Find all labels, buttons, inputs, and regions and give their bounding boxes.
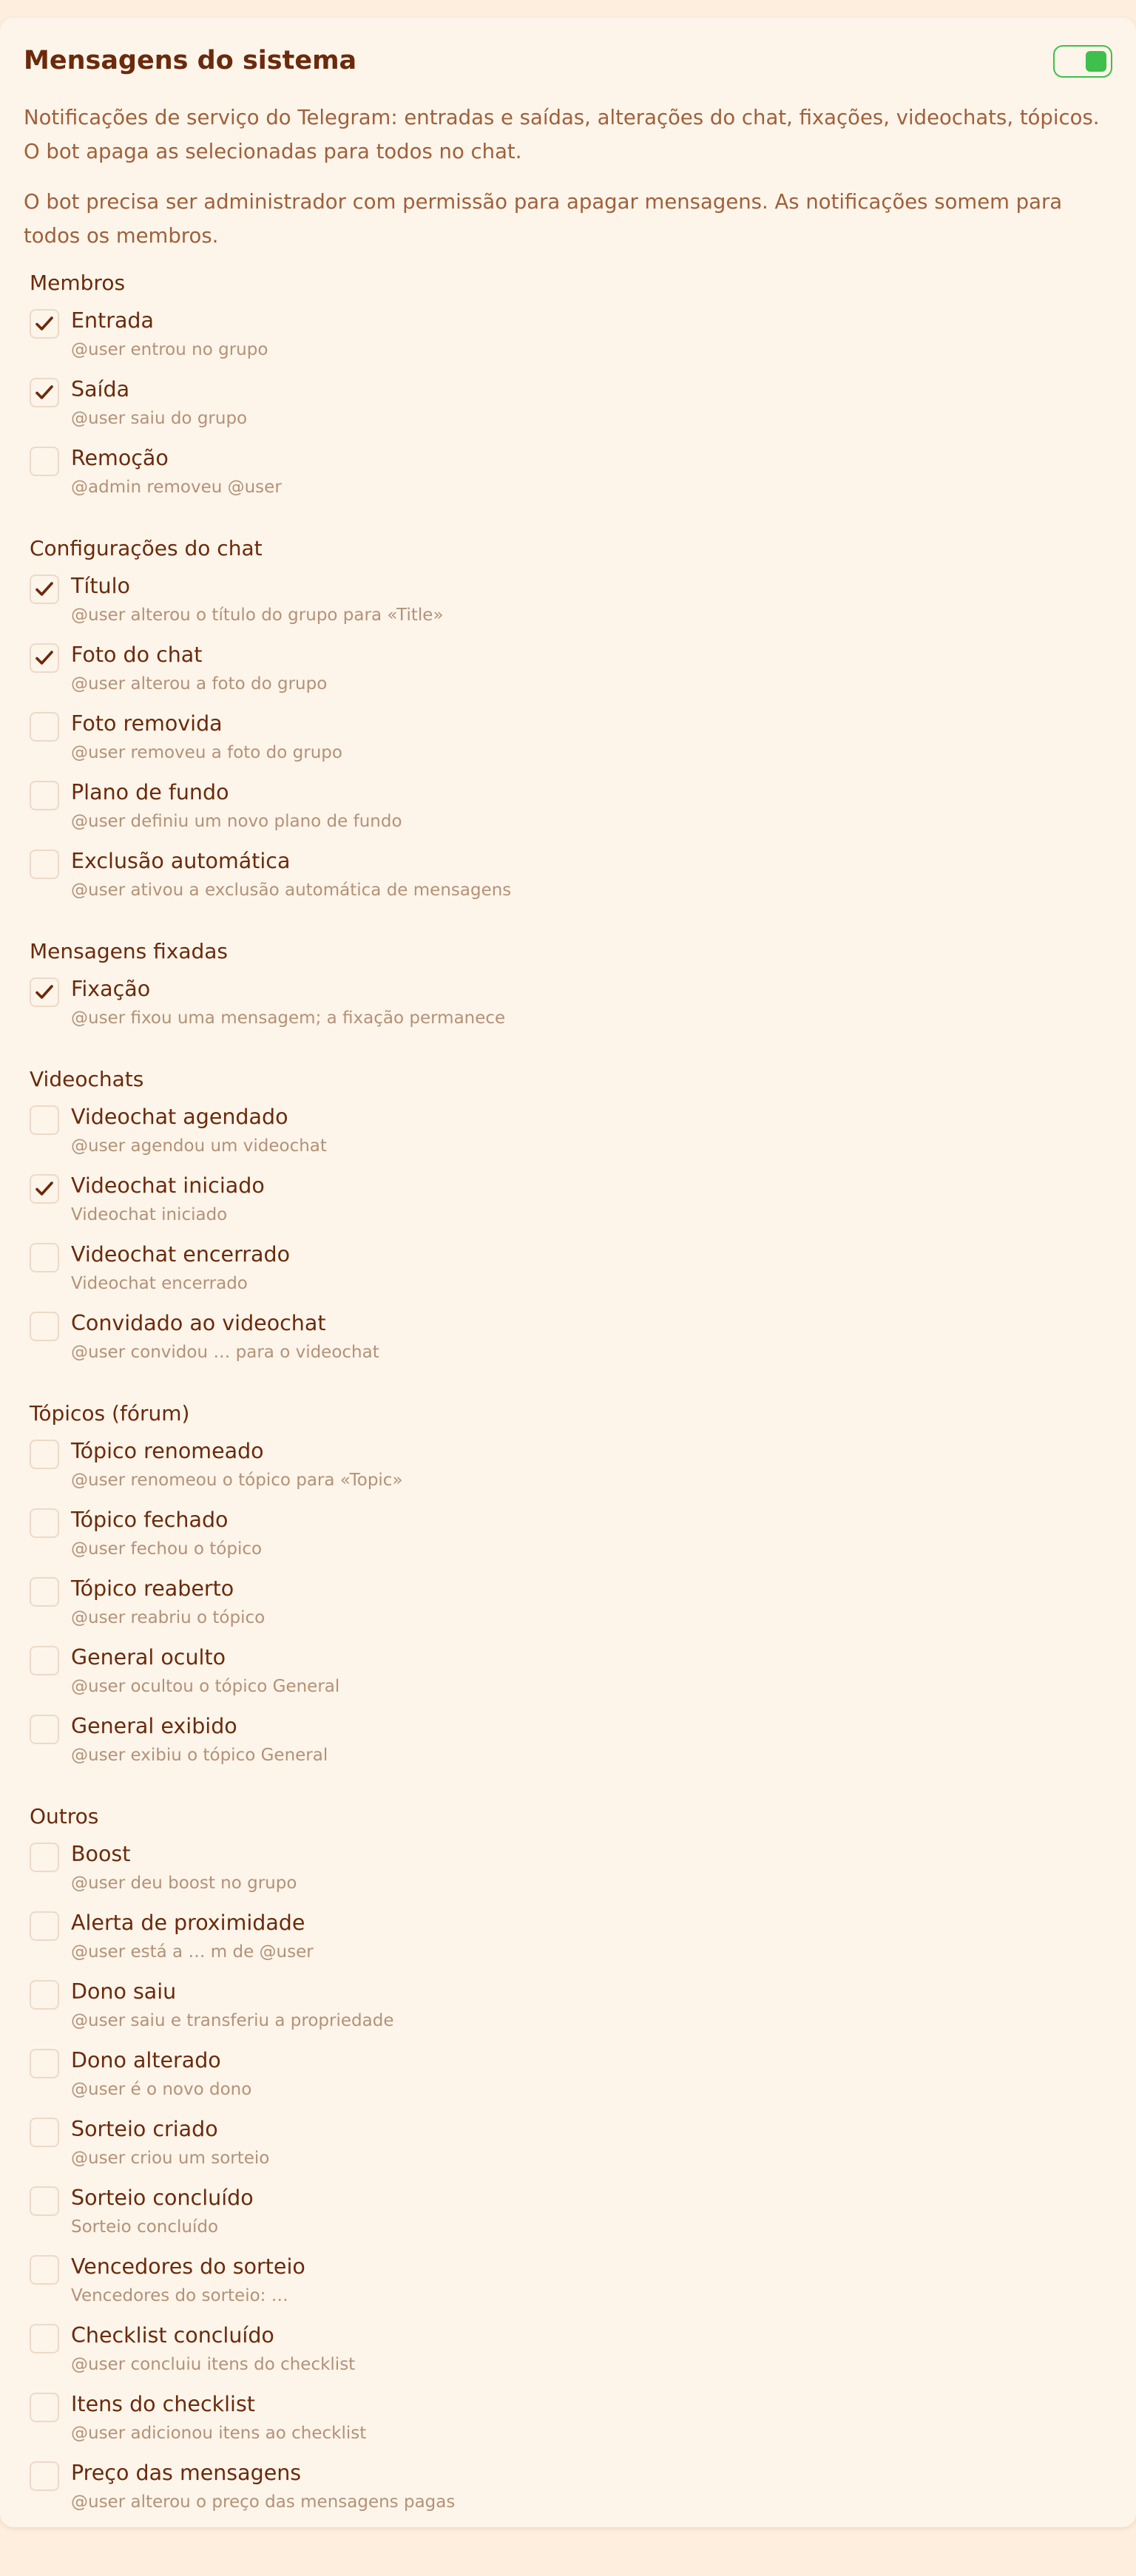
section-title: Mensagens fixadas — [30, 939, 228, 963]
item-description: Sorteio concluído — [71, 2217, 219, 2237]
section-items — [24, 1431, 1112, 1775]
message-type-item[interactable] — [24, 438, 1112, 506]
item-description: @user exibiu o tópico General — [71, 1746, 328, 1765]
checkbox[interactable] — [30, 1174, 59, 1204]
item-label: Alerta de proximidade — [71, 1911, 305, 1935]
settings-card — [0, 18, 1136, 2527]
checkmark-icon — [36, 384, 53, 401]
message-type-item[interactable] — [24, 2109, 1112, 2177]
item-label: Preço das mensagens — [71, 2461, 302, 2485]
checkbox[interactable] — [30, 378, 59, 407]
section-items — [24, 969, 1112, 1037]
item-description: @user deu boost no grupo — [71, 1874, 297, 1893]
checkbox[interactable] — [30, 574, 59, 604]
item-label: Dono alterado — [71, 2048, 221, 2072]
item-description: @user fixou uma mensagem; a fixação permanece — [71, 1009, 506, 1028]
checkbox[interactable] — [30, 850, 59, 879]
message-type-item[interactable] — [24, 2453, 1112, 2521]
checkbox[interactable] — [30, 2049, 59, 2078]
item-label: Videochat agendado — [71, 1105, 288, 1129]
item-description: @user fechou o tópico — [71, 1539, 263, 1559]
settings-section — [24, 532, 1112, 909]
checkbox[interactable] — [30, 712, 59, 742]
section-items — [24, 1834, 1112, 2521]
checkbox[interactable] — [30, 1312, 59, 1341]
section-items — [24, 1097, 1112, 1372]
message-type-item[interactable] — [24, 1431, 1112, 1499]
message-type-item[interactable] — [24, 1568, 1112, 1637]
item-label: Checklist concluído — [71, 2323, 274, 2348]
item-description: @admin removeu @user — [71, 478, 282, 497]
item-label: Boost — [71, 1842, 131, 1866]
checkmark-icon — [36, 1181, 53, 1197]
item-description: Videochat iniciado — [71, 1205, 228, 1224]
checkbox[interactable] — [30, 2461, 59, 2491]
message-type-item[interactable] — [24, 841, 1112, 909]
message-type-item[interactable] — [24, 1165, 1112, 1234]
message-type-item[interactable] — [24, 1097, 1112, 1165]
item-description: @user definiu um novo plano de fundo — [71, 812, 402, 831]
checkmark-icon — [36, 650, 53, 666]
checkbox[interactable] — [30, 2118, 59, 2147]
message-type-item[interactable] — [24, 1971, 1112, 2040]
item-description: @user concluiu itens do checklist — [71, 2355, 356, 2374]
item-description: Videochat encerrado — [71, 1274, 248, 1293]
item-description: @user alterou a foto do grupo — [71, 674, 328, 694]
checkbox[interactable] — [30, 1440, 59, 1469]
checkbox[interactable] — [30, 1715, 59, 1744]
item-description: @user saiu e transferiu a propriedade — [71, 2011, 394, 2030]
message-type-item[interactable] — [24, 2177, 1112, 2246]
message-type-item[interactable] — [24, 1637, 1112, 1706]
message-type-item[interactable] — [24, 1706, 1112, 1775]
item-label: Itens do checklist — [71, 2392, 255, 2416]
item-description: @user ocultou o tópico General — [71, 1677, 340, 1696]
item-description: @user é o novo dono — [71, 2080, 252, 2099]
item-description: @user ativou a exclusão automática de mensagens — [71, 881, 512, 900]
message-type-item[interactable] — [24, 369, 1112, 438]
message-type-item[interactable] — [24, 969, 1112, 1037]
settings-section — [24, 1062, 1112, 1372]
checkmark-icon — [36, 984, 53, 1000]
item-label: Plano de fundo — [71, 780, 229, 804]
item-description: @user entrou no grupo — [71, 340, 268, 359]
section-title: Outros — [30, 1804, 99, 1828]
settings-section — [24, 1397, 1112, 1775]
item-label: General exibido — [71, 1714, 237, 1738]
checkbox[interactable] — [30, 2324, 59, 2353]
item-description: @user alterou o título do grupo para «Title» — [71, 606, 444, 625]
message-type-item[interactable] — [24, 634, 1112, 703]
section-title: Configurações do chat — [30, 536, 263, 560]
item-label: Vencedores do sorteio — [71, 2254, 305, 2279]
checkbox[interactable] — [30, 643, 59, 673]
item-label: Videochat iniciado — [71, 1173, 265, 1198]
checkbox[interactable] — [30, 1577, 59, 1607]
item-description: Vencedores do sorteio: … — [71, 2286, 288, 2305]
message-type-item[interactable] — [24, 2246, 1112, 2315]
item-label: Tópico reaberto — [71, 1576, 234, 1601]
message-type-item[interactable] — [24, 1234, 1112, 1303]
item-label: Dono saiu — [71, 1979, 177, 2004]
item-description: @user criou um sorteio — [71, 2149, 270, 2168]
item-label: Foto do chat — [71, 643, 203, 667]
checkbox[interactable] — [30, 1843, 59, 1872]
item-label: Exclusão automática — [71, 849, 291, 873]
checkbox[interactable] — [30, 781, 59, 810]
message-type-item[interactable] — [24, 2384, 1112, 2453]
settings-section — [24, 266, 1112, 506]
message-type-item[interactable] — [24, 1303, 1112, 1372]
settings-section — [24, 1800, 1112, 2521]
sections-container — [24, 266, 1112, 2521]
item-label: Videochat encerrado — [71, 1242, 291, 1267]
description-paragraph: Notificações de serviço do Telegram: entradas e saídas, alterações do chat, fixações, videochats, tópicos. O bot apaga as selecionadas para todos no chat. — [24, 106, 1100, 163]
checkbox[interactable] — [30, 2255, 59, 2285]
item-label: Título — [71, 574, 130, 598]
message-type-item[interactable] — [24, 1499, 1112, 1568]
checkmark-icon — [36, 316, 53, 332]
item-description: @user reabriu o tópico — [71, 1608, 266, 1627]
checkbox[interactable] — [30, 2186, 59, 2216]
description-paragraph: O bot precisa ser administrador com permissão para apagar mensagens. As notificações somem para todos os membros. — [24, 190, 1063, 248]
item-label: Entrada — [71, 308, 154, 333]
toggle-knob — [1086, 51, 1106, 72]
section-items — [24, 300, 1112, 506]
checkbox[interactable] — [30, 2393, 59, 2422]
item-label: Convidado ao videochat — [71, 1311, 326, 1335]
checkbox[interactable] — [30, 1105, 59, 1135]
section-title: Tópicos (fórum) — [30, 1401, 190, 1426]
item-description: @user adicionou itens ao checklist — [71, 2424, 367, 2443]
section-title: Membros — [30, 271, 126, 295]
message-type-item[interactable] — [24, 2040, 1112, 2109]
section-title: Videochats — [30, 1067, 144, 1091]
item-description: @user agendou um videochat — [71, 1136, 327, 1156]
item-description: @user convidou … para o videochat — [71, 1343, 379, 1362]
system-messages-toggle[interactable] — [1053, 45, 1112, 78]
item-description: @user removeu a foto do grupo — [71, 743, 342, 762]
checkbox[interactable] — [30, 309, 59, 339]
checkbox[interactable] — [30, 1980, 59, 2010]
message-type-item[interactable] — [24, 300, 1112, 369]
card-header — [24, 41, 1112, 86]
section-items — [24, 566, 1112, 909]
message-type-item[interactable] — [24, 772, 1112, 841]
checkbox[interactable] — [30, 977, 59, 1007]
item-label: Foto removida — [71, 711, 223, 736]
item-description: @user saiu do grupo — [71, 409, 248, 428]
item-label: Fixação — [71, 977, 151, 1001]
message-type-item[interactable] — [24, 2315, 1112, 2384]
item-label: Saída — [71, 377, 130, 401]
settings-section — [24, 935, 1112, 1037]
item-label: Sorteio criado — [71, 2117, 218, 2141]
item-label: Tópico renomeado — [71, 1439, 264, 1463]
message-type-item[interactable] — [24, 566, 1112, 634]
item-label: Sorteio concluído — [71, 2186, 254, 2210]
checkbox[interactable] — [30, 1646, 59, 1675]
item-description: @user renomeou o tópico para «Topic» — [71, 1471, 403, 1490]
item-label: General oculto — [71, 1645, 226, 1670]
checkbox[interactable] — [30, 1508, 59, 1538]
checkbox[interactable] — [30, 1243, 59, 1272]
message-type-item[interactable] — [24, 1902, 1112, 1971]
item-description: @user está a … m de @user — [71, 1942, 314, 1962]
message-type-item[interactable] — [24, 1834, 1112, 1902]
item-description: @user alterou o preço das mensagens pagas — [71, 2492, 456, 2512]
page-title: Mensagens do sistema — [24, 46, 357, 75]
checkbox[interactable] — [30, 447, 59, 476]
checkbox[interactable] — [30, 1911, 59, 1941]
item-label: Tópico fechado — [71, 1508, 229, 1532]
message-type-item[interactable] — [24, 703, 1112, 772]
checkmark-icon — [36, 581, 53, 597]
item-label: Remoção — [71, 446, 169, 470]
